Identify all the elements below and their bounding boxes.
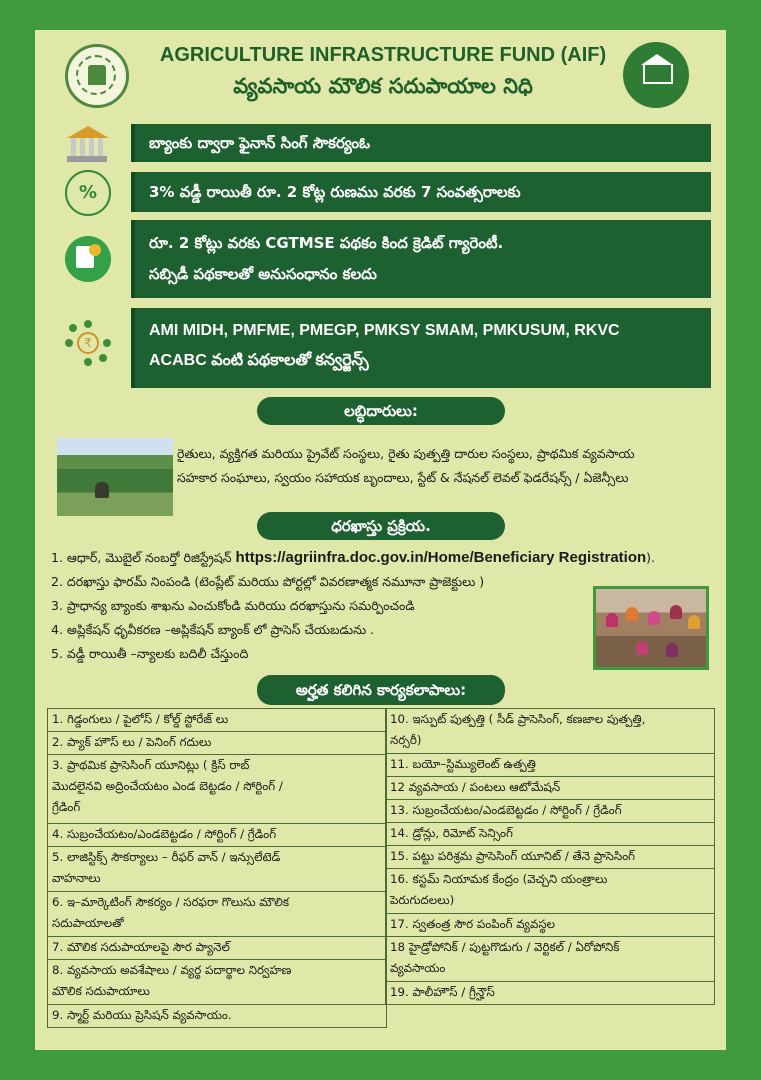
- table-row: [386, 823, 715, 846]
- poster: [35, 30, 726, 1050]
- list-item: 4. అప్లికేషన్ ధృవీకరణ –అప్లికేషన్ బ్యాంక్ లో ప్రాసెస్ చేయబడును .: [51, 622, 375, 637]
- table-row: [48, 960, 387, 1005]
- farmers-photo: [57, 438, 173, 516]
- table-cell: 4. సుబ్రంచేయటం/ఎండబెట్టడం / సోర్టింగ్ / గ్రేడింగ్: [48, 824, 387, 847]
- table-cell: 12 వ్యవసాయ / పంటలు ఆటోమేషన్: [386, 777, 715, 800]
- feature-interest-subvention: 3% వడ్డీ రాయితీ రూ. 2 కోట్ల రుణము వరకు 7 సంవత్సరాలకు: [131, 172, 711, 212]
- table-cell: 14. డ్రోన్లు, రిమోట్ సెన్సింగ్: [386, 823, 715, 846]
- women-group-photo: [593, 586, 709, 670]
- feature-convergence: [131, 308, 711, 388]
- activities-table-right: [385, 708, 715, 1005]
- table-cell: 3. ప్రాథమిక ప్రాసెసింగ్ యూనిట్లు ( క్రిస్ రాబ్ మొదలైనవి అద్రించేయటం ఎండ బెట్టడం / సోర్టింగ్ / గ్రేడింగ్: [48, 755, 387, 824]
- feature-line: రూ. 2 కోట్లు వరకు CGTMSE పథకం కింద క్రెడిట్ గ్యారెంటీ.: [149, 234, 504, 252]
- process-heading: ధరఖాస్తు ప్రక్రియ.: [257, 512, 505, 540]
- beneficiaries-heading: లబ్ధిదారులు:: [257, 397, 505, 425]
- table-cell: 11. బయో–స్టిమ్యులెంట్ ఉత్పత్తి: [386, 754, 715, 777]
- credit-guarantee-icon: [65, 236, 111, 282]
- table-row: [386, 869, 715, 914]
- table-row: [48, 1005, 387, 1028]
- table-cell: 10. ఇస్పుట్ పుత్పత్తి ( సీడ్ ప్రాసెసింగ్, కణజాల పుత్పత్తి, నర్సరీ): [386, 709, 715, 754]
- table-cell: 8. వ్యవసాయ అవశేషాలు / వ్యర్థ పదార్థాల నిర్వహణ మౌలిక సదుపాయాలు: [48, 960, 387, 1005]
- feature-line: ACABC వంటి పథకాలతో కన్వర్జెన్స్: [149, 352, 369, 369]
- table-row: [386, 937, 715, 982]
- table-cell: 19. పాలీహౌస్ / గ్రీన్హౌస్: [386, 982, 715, 1005]
- table-cell: 6. ఇ–మార్కెటింగ్ సౌకర్యం / సరఫరా గొలుసు మౌలిక సదుపాయాలతో: [48, 892, 387, 937]
- telangana-seal-icon: [65, 44, 129, 108]
- beneficiaries-text: [177, 442, 717, 490]
- percent-icon: %: [65, 170, 111, 216]
- network-rupee-icon: ₹: [65, 320, 111, 366]
- beneficiaries-line: సహకార సంఘాలు, స్వయం సహాయక బృందాలు, స్టేట్ & నేషనల్ లెవల్ ఫెడరేషన్స్ / ఏజెన్సీలు: [177, 470, 629, 485]
- table-row: [48, 937, 387, 960]
- table-row: [48, 847, 387, 892]
- table-cell: 7. మౌలిక సదుపాయాలపై సౌర ప్యానెల్: [48, 937, 387, 960]
- feature-credit-guarantee: [131, 220, 711, 298]
- list-item: 2. దరఖాస్తు ఫారమ్ నింపండి (టెంప్లేట్ మరియు పోర్టల్లో వివరణాత్మక నమూనా ప్రాజెక్టులు ): [51, 574, 485, 589]
- table-cell: 2. ప్యాక్ హౌస్ లు / పెనింగ్ గదులు: [48, 732, 387, 755]
- feature-line: AMI MIDH, PMFME, PMEGP, PMKSY SMAM, PMKUSUM, RKVC: [149, 322, 620, 339]
- table-row: [386, 800, 715, 823]
- aif-logo-icon: [623, 42, 689, 108]
- table-cell: 13. సుబ్రంచేయటం/ఎండబెట్టడం / సోర్టింగ్ / గ్రేడింగ్: [386, 800, 715, 823]
- table-cell: 18 హైడ్రోపోనిక్ / పుట్టగొడుగు / వెర్టికల్ / ఏరోపోనిక్ వ్యవసాయం: [386, 937, 715, 982]
- table-row: [386, 914, 715, 937]
- table-cell: 9. స్మార్ట్ మరియు ప్రెసిషన్ వ్యవసాయం.: [48, 1005, 387, 1028]
- activities-table-left: [47, 708, 387, 1028]
- beneficiaries-line: రైతులు, వ్యక్తిగత మరియు ప్రైవేట్ సంస్థలు, రైతు పుత్పత్తి దారుల సంస్థలు, ప్రాథమిక వ్యవసాయ: [177, 446, 635, 461]
- list-item: 5. వడ్డీ రాయితీ –న్యాలకు బదిలీ చేస్తుంది: [51, 646, 249, 661]
- activities-heading: అర్హత కలిగిన కార్యకలాపాలు:: [257, 675, 505, 705]
- feature-line: సబ్సిడీ పథకాలతో అనుసంధానం కలదు: [149, 265, 377, 283]
- feature-bank-finance: బ్యాంకు ద్వారా ఫైనాన్ సింగ్ సౌకర్యంఓ: [131, 124, 711, 162]
- table-row: [48, 892, 387, 937]
- table-row: [48, 824, 387, 847]
- registration-link[interactable]: https://agriinfra.doc.gov.in/Home/Beneficiary Registration: [235, 549, 647, 566]
- table-row: [386, 754, 715, 777]
- table-cell: 16. కస్టమ్ నియామక కేంద్రం (వెచ్చని యంత్రాలు పెరుగుదలలు): [386, 869, 715, 914]
- table-row: [386, 709, 715, 754]
- table-row: [386, 777, 715, 800]
- title-telugu: వ్యవసాయ మౌలిక సదుపాయాల నిధి: [233, 74, 533, 98]
- list-item: 1. ఆధార్, మొబైల్ నంబర్తో రిజిస్ట్రేషన్ https://agriinfra.doc.gov.in/Home/Beneficiary Registration).: [51, 549, 656, 566]
- bank-icon: [65, 120, 111, 166]
- table-cell: 15. పట్టు పరిశ్రమ ప్రాసెసింగ్ యూనిట్ / తేనె ప్రాసెసింగ్: [386, 846, 715, 869]
- table-row: [48, 709, 387, 732]
- table-cell: 17. స్వతంత్ర సౌర పంపింగ్ వ్యవస్థల: [386, 914, 715, 937]
- table-row: [48, 732, 387, 755]
- table-cell: 5. లాజిస్టిక్స్ సౌకర్యాలు – రీఫర్ వాన్ / ఇన్సులేటెడ్ వాహనాలు: [48, 847, 387, 892]
- list-item: 3. ప్రాధాన్య బ్యాంకు శాఖను ఎంచుకోండి మరియు దరఖాస్తును సమర్పించండి: [51, 598, 415, 613]
- table-row: [386, 846, 715, 869]
- table-row: [48, 755, 387, 824]
- table-cell: 1. గిడ్డంగులు / పైలోస్ / కోల్డ్ స్టోరేజ్ లు: [48, 709, 387, 732]
- title-english: AGRICULTURE INFRASTRUCTURE FUND (AIF): [159, 44, 607, 66]
- table-row: [386, 982, 715, 1005]
